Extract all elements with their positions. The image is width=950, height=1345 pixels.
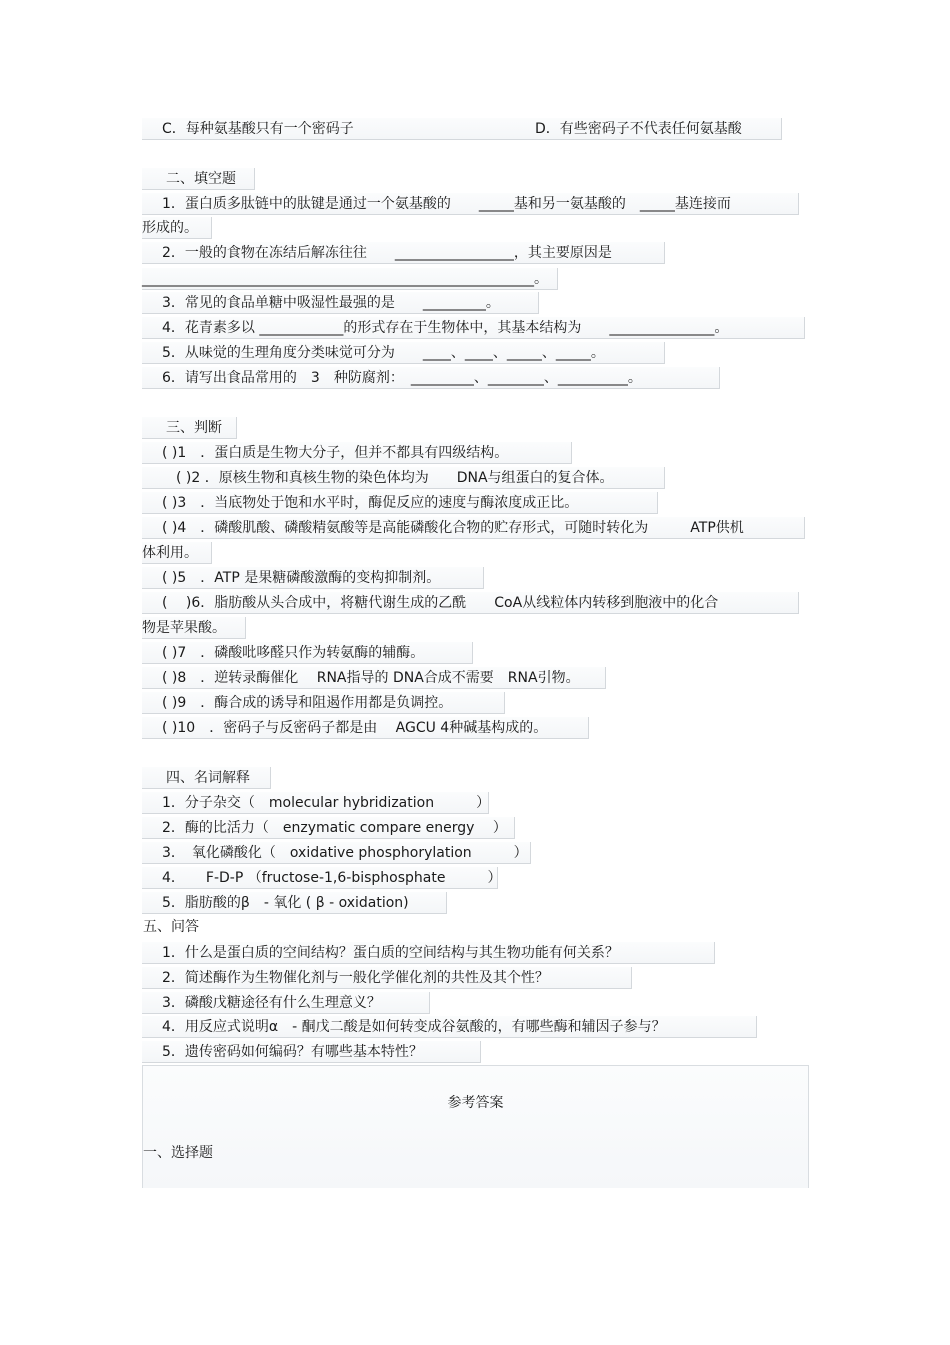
fill-question-4: 4．花青素多以 ____________的形式存在于生物体中，其基本结构为 _______________。 <box>142 317 805 339</box>
terms-section-heading: 四、名词解释 <box>142 767 271 789</box>
fill-question-2-cont: ________________________________________________________。 <box>142 268 558 290</box>
judge-question-2: ( )2 ．原核生物和真核生物的染色体均为 DNA与组蛋白的复合体。 <box>142 467 665 489</box>
judge-question-6-cont: 物是苹果酸。 <box>142 617 246 639</box>
judge-question-4-cont: 体利用。 <box>142 542 212 564</box>
choice-option-d: D．有些密码子不代表任何氨基酸 <box>535 121 742 137</box>
choice-option-c: C．每种氨基酸只有一个密码子 <box>142 118 782 140</box>
judge-question-9: ( )9 ．酶合成的诱导和阻遏作用都是负调控。 <box>142 692 505 714</box>
judge-question-6: ( )6．脂肪酸从头合成中，将糖代谢生成的乙酰 CoA从线粒体内转移到胞液中的化合 <box>142 592 799 614</box>
term-3: 3． 氧化磷酸化（ oxidative phosphorylation ） <box>142 842 531 864</box>
qa-question-4: 4．用反应式说明α - 酮戊二酸是如何转变成谷氨酸的，有哪些酶和辅因子参与？ <box>142 1016 757 1038</box>
qa-question-2: 2．简述酶作为生物催化剂与一般化学催化剂的共性及其个性？ <box>142 967 632 989</box>
judge-question-5: ( )5 ．ATP 是果糖磷酸激酶的变构抑制剂。 <box>142 567 484 589</box>
answer-panel <box>142 1065 809 1188</box>
answers-title: 参考答案 <box>447 1095 504 1111</box>
term-1: 1．分子杂交（ molecular hybridization ） <box>142 792 489 814</box>
fill-question-1-cont: 形成的。 <box>142 217 212 239</box>
fill-question-6: 6．请写出食品常用的 3 种防腐剂： _________、________、__________。 <box>142 367 720 389</box>
term-2: 2．酶的比活力（ enzymatic compare energy ） <box>142 817 515 839</box>
qa-question-1: 1．什么是蛋白质的空间结构？蛋白质的空间结构与其生物功能有何关系？ <box>142 942 715 964</box>
judge-question-7: ( )7 ．磷酸吡哆醛只作为转氨酶的辅酶。 <box>142 642 473 664</box>
fill-question-2: 2．一般的食物在冻结后解冻往往 _________________，其主要原因是 <box>142 242 665 264</box>
term-4: 4． F-D-P （fructose-1,6-bisphosphate ） <box>142 867 498 889</box>
judge-question-1: ( )1 ．蛋白质是生物大分子，但并不都具有四级结构。 <box>142 442 572 464</box>
answers-choice-heading: 一、选择题 <box>143 1145 213 1161</box>
fill-question-5: 5．从味觉的生理角度分类味觉可分为 ____、____、_____、_____。 <box>142 342 665 364</box>
judge-question-8: ( )8 ．逆转录酶催化 RNA指导的 DNA合成不需要 RNA引物。 <box>142 667 606 689</box>
judge-question-4: ( )4 ．磷酸肌酸、磷酸精氨酸等是高能磷酸化合物的贮存形式，可随时转化为 ATP供机 <box>142 517 805 539</box>
fill-question-3: 3．常见的食品单糖中吸湿性最强的是 _________。 <box>142 292 539 314</box>
fill-question-1: 1．蛋白质多肽链中的肽键是通过一个氨基酸的 _____基和另一氨基酸的 _____基连接而 <box>142 193 799 215</box>
judge-section-heading: 三、判断 <box>142 417 237 439</box>
term-5: 5．脂肪酸的β - 氧化 ( β - oxidation) <box>142 892 447 914</box>
judge-question-10: ( )10 ．密码子与反密码子都是由 AGCU 4种碱基构成的。 <box>142 717 589 739</box>
judge-question-3: ( )3 ．当底物处于饱和水平时，酶促反应的速度与酶浓度成正比。 <box>142 492 658 514</box>
qa-section-heading: 五、问答 <box>143 919 199 935</box>
qa-question-3: 3．磷酸戊糖途径有什么生理意义？ <box>142 992 430 1014</box>
qa-question-5: 5．遗传密码如何编码？有哪些基本特性？ <box>142 1041 481 1063</box>
fill-section-heading: 二、填空题 <box>142 168 255 190</box>
